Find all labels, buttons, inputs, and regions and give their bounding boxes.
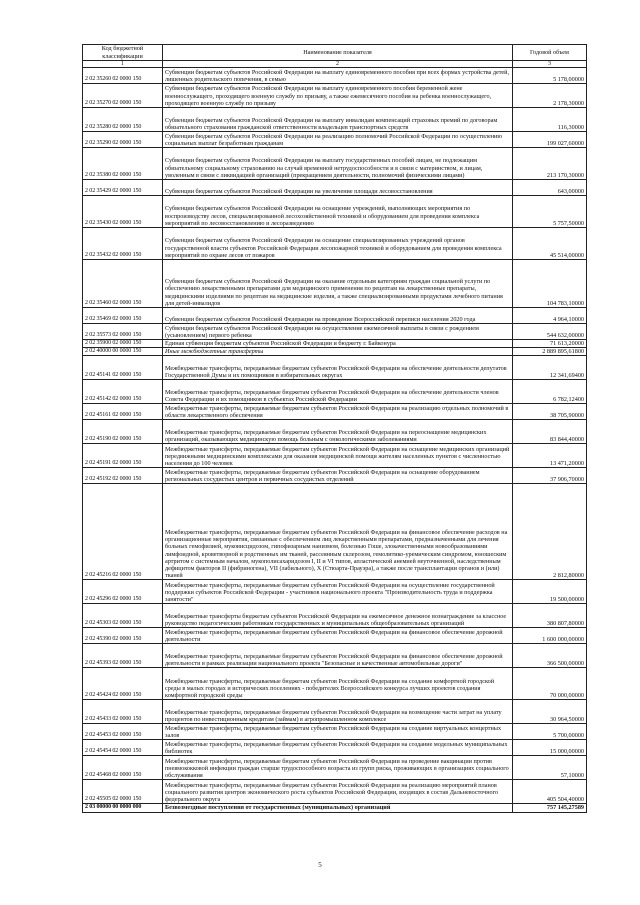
annual-amount-cell: 30 964,50000 bbox=[513, 700, 587, 724]
indicator-name-cell: Межбюджетные трансферты, передаваемые бюджетам субъектов Российской Федерации на финансовое обеспечение расходов на организационные мероприятия, связанные с обеспечением лиц лекарственными препаратами, предназначенными для лечения больных гемофилией, муковисцидозом, гипофизарным нанизмом, болезнью Гоше, злокачественными новообразованиями лимфоидной, кроветворной и родственных им тканей, рассеянным склерозом, гемолитико-уремическим синдромом, юношеским артритом с системным началом, мукополисахаридозом I, II и VI типов, апластической анемией неуточненной, наследственным дефицитом факторов II (фибриногена), VII (лабильного), X (Стюарта-Прауэра), а также после трансплантации органов и (или) тканей bbox=[163, 484, 513, 580]
indicator-name-cell: Субвенции бюджетам субъектов Российской Федерации на проведение Всероссийской переписи населения 2020 года bbox=[163, 308, 513, 324]
indicator-name-cell: Межбюджетные трансферты, передаваемые бюджетам субъектов Российской Федерации на реализацию отдельных полномочий в области лекарственного обеспечения bbox=[163, 404, 513, 420]
budget-code-cell: 2 02 35460 02 0000 150 bbox=[83, 260, 163, 308]
page-number: 5 bbox=[318, 861, 322, 869]
annual-amount-cell: 13 471,20000 bbox=[513, 444, 587, 468]
table-row bbox=[83, 132, 587, 148]
annual-amount-cell: 71 613,20000 bbox=[513, 340, 587, 348]
budget-code-cell: 2 02 35270 02 0000 150 bbox=[83, 84, 163, 108]
budget-code-cell: 2 02 40000 00 0000 150 bbox=[83, 348, 163, 356]
budget-code-cell: 2 02 45453 02 0000 150 bbox=[83, 724, 163, 740]
table-row bbox=[83, 420, 587, 444]
budget-code-cell: 2 03 00000 00 0000 000 bbox=[83, 804, 163, 812]
budget-code-cell: 2 02 45390 02 0000 150 bbox=[83, 628, 163, 644]
budget-code-cell: 2 02 45296 02 0000 150 bbox=[83, 580, 163, 604]
table-row bbox=[83, 108, 587, 132]
indicator-name-cell: Межбюджетные трансферты, передаваемые бюджетам субъектов Российской Федерации на оснащение оборудованием региональных сосудистых центров и первичных сосудистых отделений bbox=[163, 468, 513, 484]
table-row bbox=[83, 668, 587, 700]
table-row bbox=[83, 180, 587, 196]
annual-amount-cell: 45 514,00000 bbox=[513, 228, 587, 260]
annual-amount-cell: 544 632,00000 bbox=[513, 324, 587, 340]
annual-amount-cell: 366 500,00000 bbox=[513, 644, 587, 668]
indicator-name-cell: Субвенции бюджетам субъектов Российской Федерации на выплату единовременного пособия беременной жене военнослужащего, проходящего военную службу по призыву, а также ежемесячного пособия на ребенка военнослужащего, проходящего военную службу по призыву bbox=[163, 84, 513, 108]
indicator-name-cell: Межбюджетные трансферты, передаваемые бюджетам субъектов Российской Федерации на создание модельных муниципальных библиотек bbox=[163, 740, 513, 756]
column-number: 2 bbox=[163, 61, 513, 68]
annual-amount-cell: 2 178,30000 bbox=[513, 84, 587, 108]
table-row bbox=[83, 700, 587, 724]
header-amount: Годовой объем bbox=[513, 45, 587, 61]
budget-code-cell: 2 02 35900 02 0000 150 bbox=[83, 340, 163, 348]
annual-amount-cell: 199 027,60000 bbox=[513, 132, 587, 148]
budget-code-cell: 2 02 45191 02 0000 150 bbox=[83, 444, 163, 468]
indicator-name-cell: Межбюджетные трансферты, передаваемые бюджетам субъектов Российской Федерации на возмещение части затрат на уплату процентов по инвестиционным кредитам (займам) в агропромышленном комплексе bbox=[163, 700, 513, 724]
budget-code-cell: 2 02 45142 02 0000 150 bbox=[83, 380, 163, 404]
table-row bbox=[83, 484, 587, 580]
indicator-name-cell: Субвенции бюджетам субъектов Российской Федерации на реализацию полномочий Российской Федерации по осуществлению социальных выплат безработным гражданам bbox=[163, 132, 513, 148]
table-row bbox=[83, 628, 587, 644]
header-code: Код бюджетной классификации bbox=[83, 45, 163, 61]
column-number: 1 bbox=[83, 61, 163, 68]
indicator-name-cell: Единая субвенция бюджетам субъектов Российской Федерации и бюджету г. Байконура bbox=[163, 340, 513, 348]
budget-code-cell: 2 02 45141 02 0000 150 bbox=[83, 356, 163, 380]
budget-code-cell: 2 02 45433 02 0000 150 bbox=[83, 700, 163, 724]
budget-code-cell: 2 02 35260 02 0000 150 bbox=[83, 68, 163, 84]
annual-amount-cell: 757 145,27589 bbox=[513, 804, 587, 812]
column-number-row bbox=[83, 61, 587, 68]
annual-amount-cell: 5 700,00000 bbox=[513, 724, 587, 740]
table-row bbox=[83, 604, 587, 628]
indicator-name-cell: Межбюджетные трансферты, передаваемые бюджетам субъектов Российской Федерации на переоснащение медицинских организаций, оказывающих медицинскую помощь больным с онкологическими заболеваниями bbox=[163, 420, 513, 444]
table-row bbox=[83, 340, 587, 348]
indicator-name-cell: Субвенции бюджетам субъектов Российской Федерации на оказание отдельным категориям граждан социальной услуги по обеспечению лекарственными препаратами для медицинского применения по рецептам на лекарственные препараты, медицинскими изделиями по рецептам на медицинские изделия, а также специализированными продуктами лечебного питания для детей-инвалидов bbox=[163, 260, 513, 308]
annual-amount-cell: 70 000,00000 bbox=[513, 668, 587, 700]
budget-code-cell: 2 02 35430 02 0000 150 bbox=[83, 196, 163, 228]
indicator-name-cell: Субвенции бюджетам субъектов Российской Федерации на выплату единовременного пособия при всех формах устройства детей, лишенных родительского попечения, в семью bbox=[163, 68, 513, 84]
table-row bbox=[83, 644, 587, 668]
budget-code-cell: 2 02 45454 02 0000 150 bbox=[83, 740, 163, 756]
annual-amount-cell: 405 504,40000 bbox=[513, 780, 587, 804]
table-row bbox=[83, 724, 587, 740]
indicator-name-cell: Субвенции бюджетам субъектов Российской Федерации на оснащение специализированных учреждений органов государственной власти субъектов Российской Федерации лесопожарной техникой и оборудованием для проведения комплекса мероприятий по охране лесов от пожаров bbox=[163, 228, 513, 260]
budget-table bbox=[82, 44, 587, 813]
budget-code-cell: 2 02 45161 02 0000 150 bbox=[83, 404, 163, 420]
annual-amount-cell: 643,00000 bbox=[513, 180, 587, 196]
budget-code-cell: 2 02 35469 02 0000 150 bbox=[83, 308, 163, 324]
table-row bbox=[83, 580, 587, 604]
table-row bbox=[83, 404, 587, 420]
budget-code-cell: 2 02 35429 02 0000 150 bbox=[83, 180, 163, 196]
table-row bbox=[83, 380, 587, 404]
annual-amount-cell: 104 783,10000 bbox=[513, 260, 587, 308]
indicator-name-cell: Межбюджетные трансферты, передаваемые бюджетам субъектов Российской Федерации на реализацию мероприятий планов социального развития центров экономического роста субъектов Российской Федерации, входящих в состав Дальневосточного федерального округа bbox=[163, 780, 513, 804]
annual-amount-cell: 5 757,50000 bbox=[513, 196, 587, 228]
table-row bbox=[83, 444, 587, 468]
header-name: Наименование показателя bbox=[163, 45, 513, 61]
annual-amount-cell: 38 705,90000 bbox=[513, 404, 587, 420]
annual-amount-cell: 5 178,00000 bbox=[513, 68, 587, 84]
budget-code-cell: 2 02 45393 02 0000 150 bbox=[83, 644, 163, 668]
table-row bbox=[83, 356, 587, 380]
table-row bbox=[83, 68, 587, 84]
table-row bbox=[83, 348, 587, 356]
table-row bbox=[83, 756, 587, 780]
table-row bbox=[83, 228, 587, 260]
annual-amount-cell: 15 000,00000 bbox=[513, 740, 587, 756]
budget-code-cell: 2 02 35280 02 0000 150 bbox=[83, 108, 163, 132]
indicator-name-cell: Субвенции бюджетам субъектов Российской Федерации на выплату инвалидам компенсаций страховых премий по договорам обязательного страхования гражданской ответственности владельцев транспортных средств bbox=[163, 108, 513, 132]
table-row bbox=[83, 324, 587, 340]
budget-code-cell: 2 02 45505 02 0000 150 bbox=[83, 780, 163, 804]
table-row bbox=[83, 84, 587, 108]
indicator-name-cell: Межбюджетные трансферты, передаваемые бюджетам субъектов Российской Федерации на создание комфортной городской среды в малых городах и исторических поселениях - победителях Всероссийского конкурса лучших проектов создания комфортной городской среды bbox=[163, 668, 513, 700]
indicator-name-cell: Межбюджетные трансферты, передаваемые бюджетам субъектов Российской Федерации на осуществление государственной поддержки субъектов Российской Федерации - участников национального проекта "Производительность труда и поддержка занятости" bbox=[163, 580, 513, 604]
table-row bbox=[83, 740, 587, 756]
table-row bbox=[83, 468, 587, 484]
table-row bbox=[83, 260, 587, 308]
indicator-name-cell: Межбюджетные трансферты, передаваемые бюджетам субъектов Российской Федерации на создание виртуальных концертных залов bbox=[163, 724, 513, 740]
budget-code-cell: 2 02 45424 02 0000 150 bbox=[83, 668, 163, 700]
indicator-name-cell: Иные межбюджетные трансферты bbox=[163, 348, 513, 356]
indicator-name-cell: Субвенции бюджетам субъектов Российской Федерации на выплату государственных пособий лицам, не подлежащим обязательному социальному страхованию на случай временной нетрудоспособности и в связи с материнством, и лицам, уволенным в связи с ликвидацией организаций (прекращением деятельности, полномочий физическими лицами) bbox=[163, 148, 513, 180]
table-row bbox=[83, 804, 587, 812]
annual-amount-cell: 57,10000 bbox=[513, 756, 587, 780]
indicator-name-cell: Межбюджетные трансферты, передаваемые бюджетам субъектов Российской Федерации на проведение вакцинации против пневмококковой инфекции граждан старше трудоспособного возраста из групп риска, проживающих в организациях социального обслуживания bbox=[163, 756, 513, 780]
annual-amount-cell: 83 844,40000 bbox=[513, 420, 587, 444]
budget-code-cell: 2 02 45192 02 0000 150 bbox=[83, 468, 163, 484]
annual-amount-cell: 213 170,30000 bbox=[513, 148, 587, 180]
annual-amount-cell: 37 906,70000 bbox=[513, 468, 587, 484]
table-row bbox=[83, 780, 587, 804]
budget-code-cell: 2 02 45303 02 0000 150 bbox=[83, 604, 163, 628]
annual-amount-cell: 4 964,10000 bbox=[513, 308, 587, 324]
table-header-row bbox=[83, 45, 587, 61]
annual-amount-cell: 6 782,12400 bbox=[513, 380, 587, 404]
column-number: 3 bbox=[513, 61, 587, 68]
annual-amount-cell: 2 812,80000 bbox=[513, 484, 587, 580]
indicator-name-cell: Межбюджетные трансферты бюджетам субъектов Российской Федерации на ежемесячное денежное вознаграждение за классное руководство педагогическим работникам государственных и муниципальных общеобразовательных организаций bbox=[163, 604, 513, 628]
indicator-name-cell: Субвенции бюджетам субъектов Российской Федерации на увеличение площади лесовосстановления bbox=[163, 180, 513, 196]
budget-code-cell: 2 02 45190 02 0000 150 bbox=[83, 420, 163, 444]
indicator-name-cell: Субвенции бюджетам субъектов Российской Федерации на оснащение учреждений, выполняющих мероприятия по воспроизводству лесов, специализированной лесохозяйственной техникой и оборудованием для проведения комплекса мероприятий по лесовосстановлению и лесоразведению bbox=[163, 196, 513, 228]
annual-amount-cell: 2 889 895,61800 bbox=[513, 348, 587, 356]
annual-amount-cell: 19 500,00000 bbox=[513, 580, 587, 604]
indicator-name-cell: Субвенции бюджетам субъектов Российской Федерации на осуществление ежемесячной выплаты в связи с рождением (усыновлением) первого ребенка bbox=[163, 324, 513, 340]
table-row bbox=[83, 148, 587, 180]
budget-code-cell: 2 02 35573 02 0000 150 bbox=[83, 324, 163, 340]
indicator-name-cell: Межбюджетные трансферты, передаваемые бюджетам субъектов Российской Федерации на финансовое обеспечение дорожной деятельности bbox=[163, 628, 513, 644]
budget-code-cell: 2 02 45216 02 0000 150 bbox=[83, 484, 163, 580]
indicator-name-cell: Межбюджетные трансферты, передаваемые бюджетам субъектов Российской Федерации на обеспечение деятельности членов Совета Федерации и их помощников в субъектах Российской Федерации bbox=[163, 380, 513, 404]
budget-code-cell: 2 02 35380 02 0000 150 bbox=[83, 148, 163, 180]
budget-code-cell: 2 02 45468 02 0000 150 bbox=[83, 756, 163, 780]
annual-amount-cell: 116,30000 bbox=[513, 108, 587, 132]
indicator-name-cell: Безвозмездные поступления от государственных (муниципальных) организаций bbox=[163, 804, 513, 812]
indicator-name-cell: Межбюджетные трансферты, передаваемые бюджетам субъектов Российской Федерации на оснащение медицинских организаций передвижными медицинскими комплексами для оказания медицинской помощи жителям населенных пунктов с численностью населения до 100 человек bbox=[163, 444, 513, 468]
indicator-name-cell: Межбюджетные трансферты, передаваемые бюджетам субъектов Российской Федерации на обеспечение деятельности депутатов Государственной Думы и их помощников в избирательных округах bbox=[163, 356, 513, 380]
annual-amount-cell: 380 807,80000 bbox=[513, 604, 587, 628]
table-row bbox=[83, 308, 587, 324]
annual-amount-cell: 1 600 000,00000 bbox=[513, 628, 587, 644]
annual-amount-cell: 12 341,69400 bbox=[513, 356, 587, 380]
budget-code-cell: 2 02 35290 02 0000 150 bbox=[83, 132, 163, 148]
budget-code-cell: 2 02 35432 02 0000 150 bbox=[83, 228, 163, 260]
table-row bbox=[83, 196, 587, 228]
indicator-name-cell: Межбюджетные трансферты, передаваемые бюджетам субъектов Российской Федерации на финансовое обеспечение дорожной деятельности в рамках реализации национального проекта "Безопасные и качественные автомобильные дороги" bbox=[163, 644, 513, 668]
